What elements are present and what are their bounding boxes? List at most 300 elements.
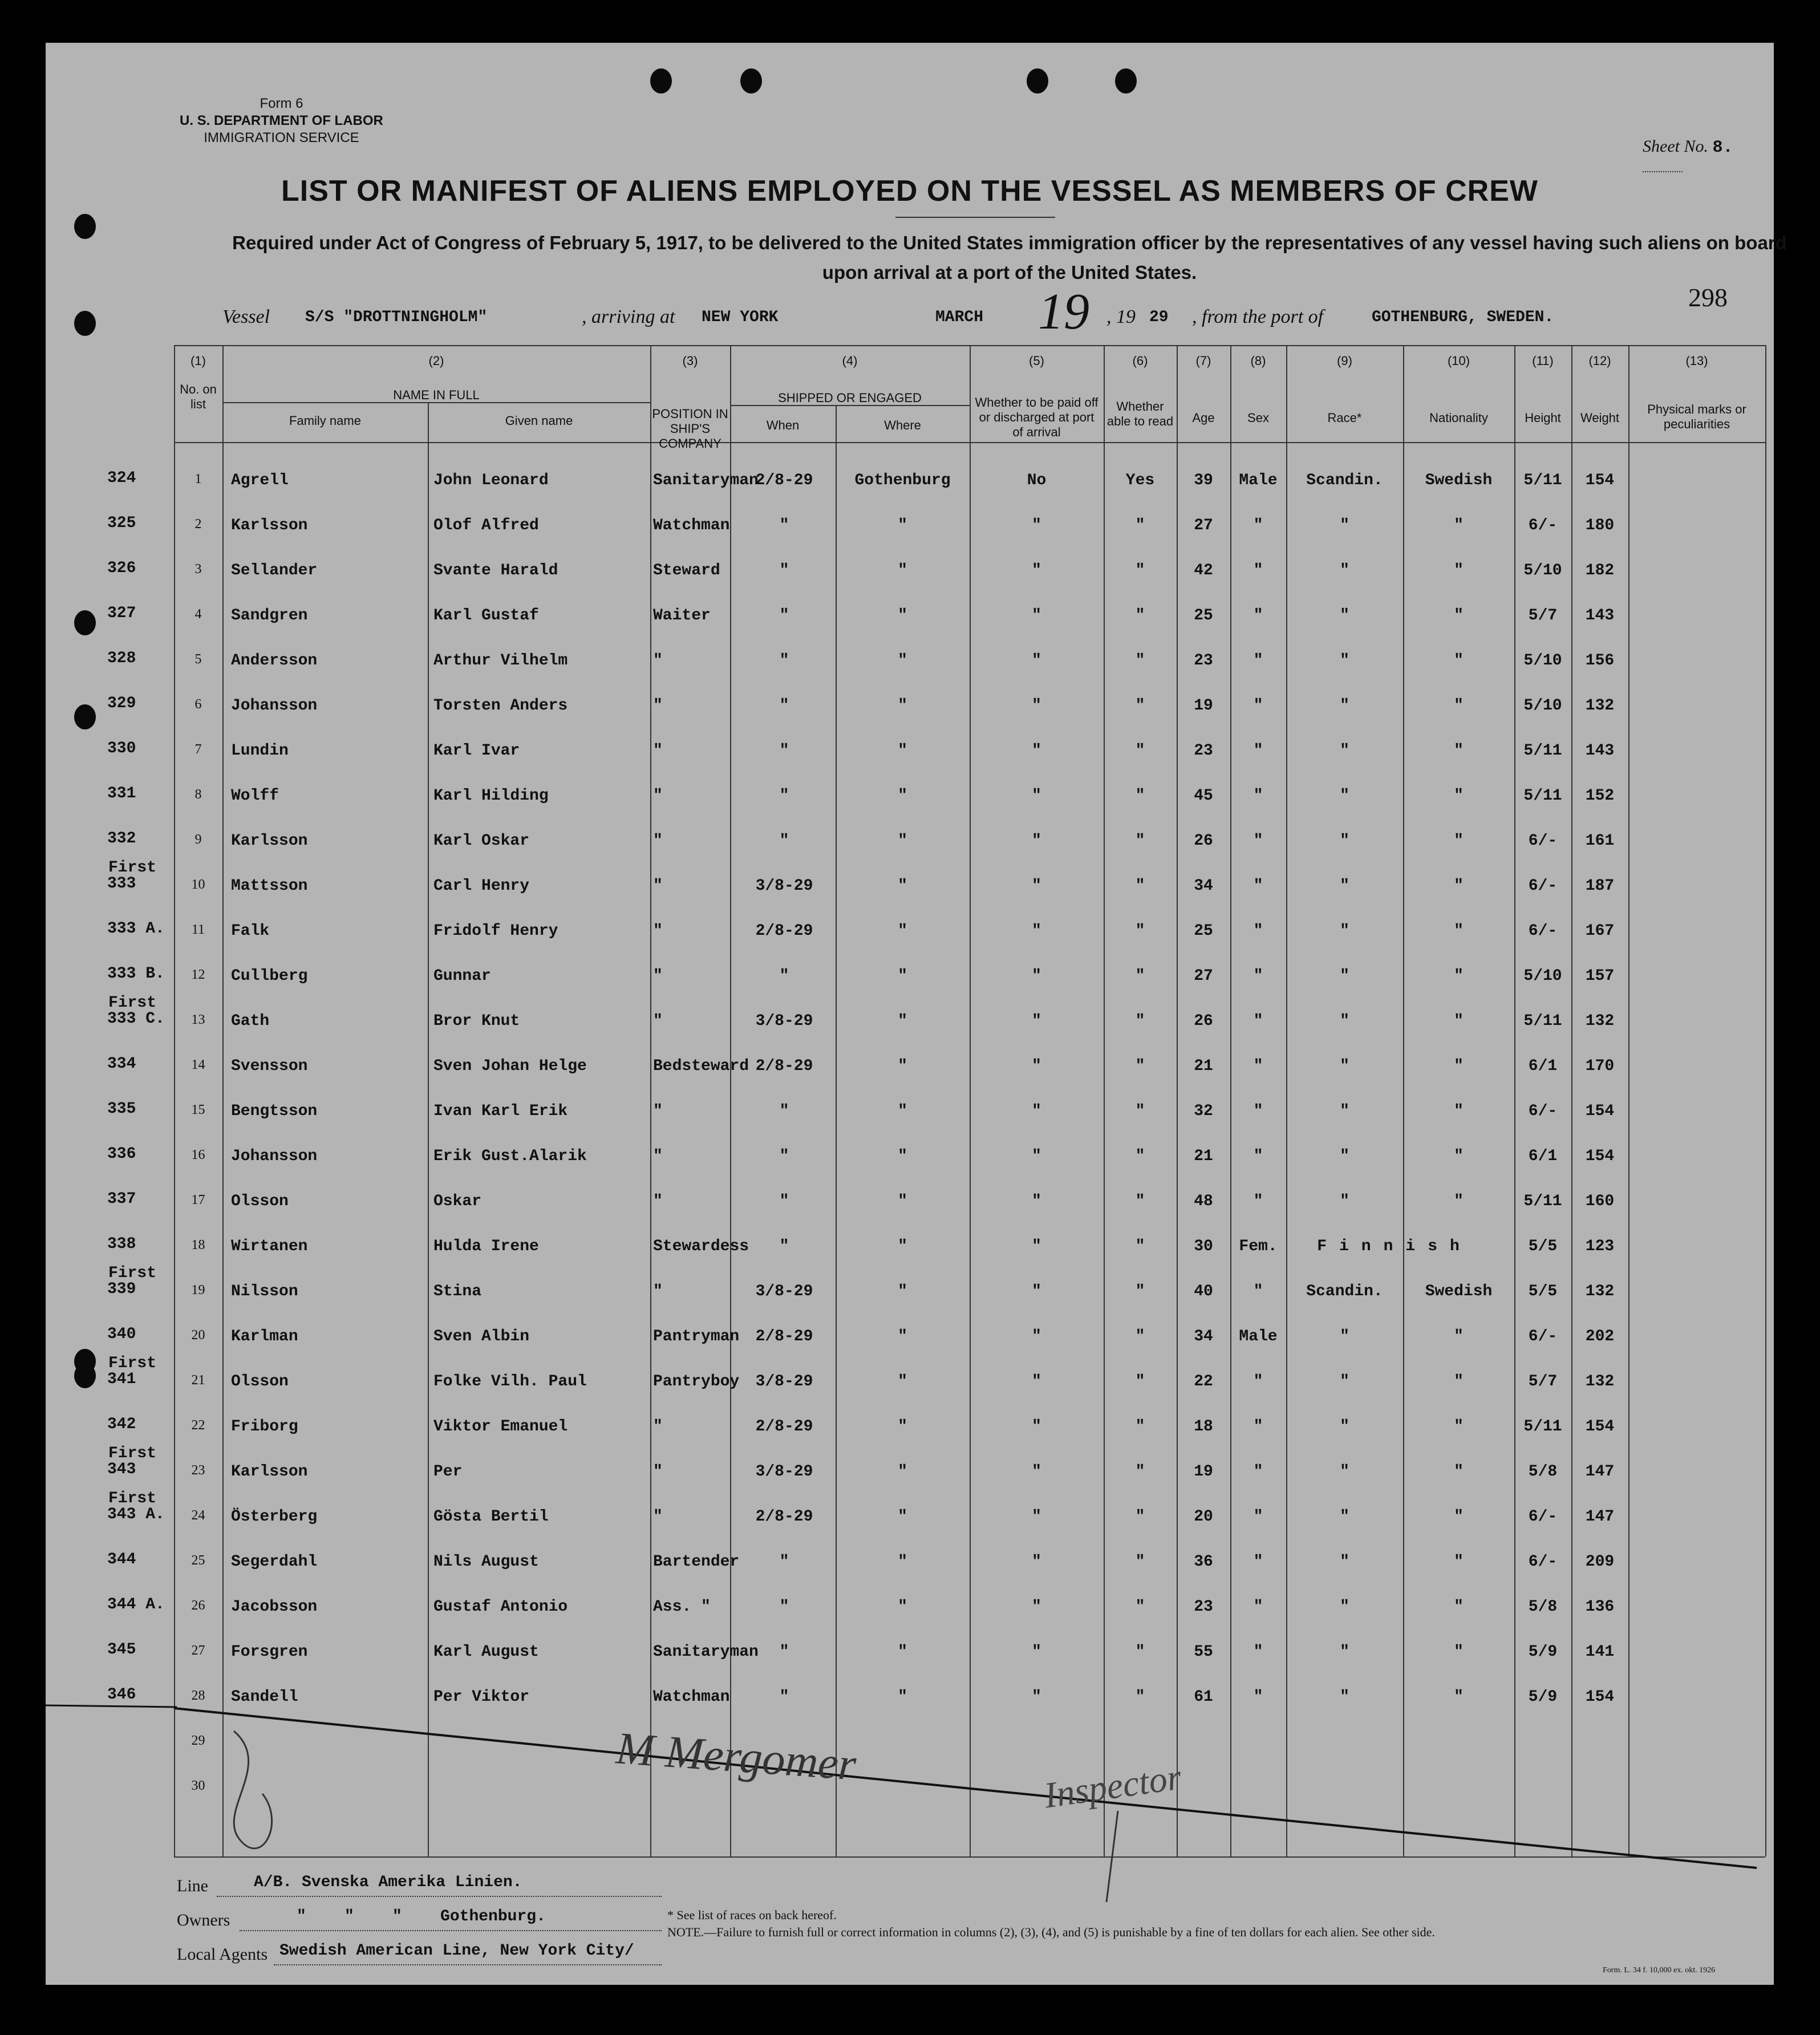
- nationality: ": [1454, 877, 1464, 895]
- manifest-page: [46, 43, 1787, 1985]
- race: ": [1340, 607, 1349, 625]
- shipped-when: ": [779, 967, 789, 985]
- age: 34: [1194, 877, 1213, 895]
- paid-off: ": [1032, 1193, 1041, 1210]
- shipped-when: 2/8-29: [755, 1508, 813, 1526]
- weight: 154: [1585, 1688, 1615, 1706]
- margin-manifest-number: 328: [107, 650, 136, 667]
- sex: ": [1253, 1193, 1263, 1210]
- agents-value: Swedish American Line, New York City/: [279, 1942, 634, 1960]
- height: 5/9: [1528, 1643, 1558, 1661]
- shipped-when: ": [779, 652, 789, 670]
- sex: ": [1253, 832, 1263, 850]
- height: 6/-: [1528, 1102, 1558, 1120]
- position: Pantryboy: [653, 1373, 740, 1391]
- margin-first-note: First: [108, 859, 157, 877]
- row-number: 15: [191, 1102, 205, 1117]
- sex: ": [1253, 1508, 1263, 1526]
- given-name: Sven Johan Helge: [433, 1057, 587, 1075]
- shipped-where: ": [898, 1373, 907, 1391]
- col-num-11: (11): [1532, 354, 1554, 368]
- given-name: Bror Knut: [433, 1012, 520, 1030]
- shipped-where: ": [898, 1598, 907, 1616]
- paid-off: ": [1032, 1553, 1041, 1571]
- able-to-read: ": [1135, 562, 1145, 579]
- paid-off: ": [1032, 1373, 1041, 1391]
- race: ": [1340, 1418, 1349, 1436]
- weight: 157: [1585, 967, 1615, 985]
- nationality: ": [1454, 832, 1464, 850]
- col-num-8: (8): [1250, 354, 1266, 368]
- sex: ": [1253, 967, 1263, 985]
- family-name: Forsgren: [231, 1643, 308, 1661]
- sex: ": [1253, 1283, 1263, 1300]
- sex: ": [1253, 1148, 1263, 1165]
- weight: 156: [1585, 652, 1615, 670]
- age: 34: [1194, 1328, 1213, 1345]
- departure-port: GOTHENBURG, SWEDEN.: [1372, 309, 1554, 326]
- col-num-5: (5): [1029, 354, 1044, 368]
- sex: ": [1253, 1057, 1263, 1075]
- given-name: Karl August: [433, 1643, 539, 1661]
- paid-off: ": [1032, 697, 1041, 715]
- row-number: 13: [191, 1012, 205, 1027]
- vessel-label: Vessel: [222, 306, 270, 327]
- sheet-label: Sheet No.: [1643, 137, 1708, 156]
- paid-off: ": [1032, 517, 1041, 534]
- nationality: ": [1454, 1688, 1464, 1706]
- given-name: Ivan Karl Erik: [433, 1102, 568, 1120]
- height: 5/10: [1523, 562, 1562, 579]
- margin-first-note: First: [108, 1264, 157, 1282]
- family-name: Olsson: [231, 1193, 289, 1210]
- height: 6/-: [1528, 832, 1558, 850]
- paid-off: No: [1027, 472, 1047, 489]
- able-to-read: Yes: [1125, 472, 1155, 489]
- nationality: ": [1454, 1553, 1464, 1571]
- family-name: Österberg: [231, 1508, 318, 1526]
- row-number: 3: [194, 562, 202, 577]
- weight: 154: [1585, 1418, 1615, 1436]
- from-port-label: , from the port of: [1192, 306, 1324, 327]
- margin-manifest-number: 343 A.: [107, 1506, 165, 1523]
- race: ": [1340, 1688, 1349, 1706]
- margin-manifest-number: 345: [107, 1641, 136, 1659]
- col-header-given-name: Given name: [505, 414, 573, 428]
- family-name: Johansson: [231, 1148, 318, 1165]
- sheet-value: 8.: [1712, 138, 1733, 157]
- sex: ": [1253, 1643, 1263, 1661]
- margin-manifest-number: 335: [107, 1100, 136, 1118]
- shipped-when: ": [779, 1148, 789, 1165]
- race: ": [1340, 652, 1349, 670]
- paid-off: ": [1032, 1328, 1041, 1345]
- height: 5/5: [1528, 1238, 1558, 1255]
- family-name: Sandgren: [231, 607, 308, 625]
- arriving-label: , arriving at: [582, 306, 675, 327]
- race: ": [1340, 562, 1349, 579]
- position: ": [653, 1102, 663, 1120]
- weight: 170: [1585, 1057, 1615, 1075]
- position: Watchman: [653, 517, 730, 534]
- nationality: Swedish: [1425, 472, 1493, 489]
- page-number: 298: [1688, 283, 1728, 312]
- able-to-read: ": [1135, 1328, 1145, 1345]
- age: 42: [1194, 562, 1213, 579]
- weight: 154: [1585, 1102, 1615, 1120]
- department-name: U. S. DEPARTMENT OF LABOR: [180, 113, 383, 128]
- margin-manifest-number: 334: [107, 1055, 136, 1073]
- shipped-when: ": [779, 1238, 789, 1255]
- family-name: Sellander: [231, 562, 318, 579]
- col-header-where: Where: [884, 418, 921, 432]
- age: 18: [1194, 1418, 1213, 1436]
- height: 5/5: [1528, 1283, 1558, 1300]
- col-num-1: (1): [190, 354, 206, 368]
- position: ": [653, 1148, 663, 1165]
- race: ": [1340, 1373, 1349, 1391]
- inspector-title: Inspector: [1041, 1756, 1184, 1816]
- row-number: 4: [194, 607, 202, 622]
- sex: Male: [1239, 472, 1278, 489]
- row-number: 16: [191, 1148, 205, 1162]
- position: Bartender: [653, 1553, 740, 1571]
- margin-manifest-number: 341: [107, 1371, 136, 1388]
- nationality: ": [1454, 1148, 1464, 1165]
- agents-label: Local Agents: [177, 1945, 268, 1964]
- owners-label: Owners: [177, 1911, 230, 1929]
- shipped-where: ": [898, 1688, 907, 1706]
- family-name: Svensson: [231, 1057, 308, 1075]
- family-name: Gath: [231, 1012, 270, 1030]
- position: ": [653, 1463, 663, 1481]
- col-header-family-name: Family name: [289, 414, 361, 428]
- family-name: Karlsson: [231, 517, 308, 534]
- race: ": [1340, 922, 1349, 940]
- col-num-13: (13): [1685, 354, 1708, 368]
- position: Stewardess: [653, 1238, 749, 1255]
- shipped-where: ": [898, 1283, 907, 1300]
- height: 5/7: [1528, 1373, 1558, 1391]
- weight: 187: [1585, 877, 1615, 895]
- nationality: ": [1454, 652, 1464, 670]
- given-name: Folke Vilh. Paul: [433, 1373, 587, 1391]
- race: ": [1340, 1102, 1349, 1120]
- row-number: 10: [191, 877, 205, 892]
- weight: 123: [1585, 1238, 1615, 1255]
- sex: ": [1253, 652, 1263, 670]
- family-name: Cullberg: [231, 967, 308, 985]
- row-number: 17: [191, 1193, 205, 1207]
- col-header-sex: Sex: [1247, 411, 1269, 425]
- shipped-when: ": [779, 742, 789, 760]
- margin-manifest-number: 333 C.: [107, 1010, 165, 1028]
- shipped-where: ": [898, 697, 907, 715]
- weight: 154: [1585, 1148, 1615, 1165]
- position: ": [653, 787, 663, 805]
- margin-first-note: First: [108, 1490, 157, 1507]
- shipped-when: ": [779, 607, 789, 625]
- weight: 209: [1585, 1553, 1615, 1571]
- paid-off: ": [1032, 787, 1041, 805]
- shipped-where: ": [898, 832, 907, 850]
- position: Pantryman: [653, 1328, 740, 1345]
- row-number: 2: [194, 517, 202, 532]
- family-name: Jacobsson: [231, 1598, 318, 1616]
- position: ": [653, 832, 663, 850]
- paid-off: ": [1032, 1418, 1041, 1436]
- family-name: Bengtsson: [231, 1102, 318, 1120]
- col-header-age: Age: [1192, 411, 1215, 425]
- able-to-read: ": [1135, 1238, 1145, 1255]
- weight: 152: [1585, 787, 1615, 805]
- given-name: Karl Oskar: [433, 832, 530, 850]
- shipped-where: ": [898, 742, 907, 760]
- year-prefix: , 19: [1106, 306, 1136, 327]
- col-header-height: Height: [1525, 411, 1561, 425]
- family-name: Friborg: [231, 1418, 298, 1436]
- height: 5/10: [1523, 652, 1562, 670]
- paid-off: ": [1032, 1463, 1041, 1481]
- given-name: Viktor Emanuel: [433, 1418, 568, 1436]
- margin-manifest-number: 342: [107, 1416, 136, 1433]
- margin-manifest-number: 325: [107, 514, 136, 532]
- margin-manifest-number: 327: [107, 605, 136, 622]
- position: Bedsteward: [653, 1057, 749, 1075]
- row-number: 9: [194, 832, 202, 847]
- shipped-where: Gothenburg: [854, 472, 951, 489]
- shipped-when: 2/8-29: [755, 472, 813, 489]
- family-name: Karlsson: [231, 1463, 308, 1481]
- family-name: Falk: [231, 922, 270, 940]
- nationality: ": [1454, 697, 1464, 715]
- margin-manifest-number: 346: [107, 1686, 136, 1704]
- sex: ": [1253, 697, 1263, 715]
- row-number: 18: [191, 1238, 205, 1252]
- given-name: Per Viktor: [433, 1688, 530, 1706]
- able-to-read: ": [1135, 1148, 1145, 1165]
- age: 19: [1194, 697, 1213, 715]
- age: 27: [1194, 517, 1213, 534]
- weight: 132: [1585, 1012, 1615, 1030]
- shipped-when: ": [779, 1598, 789, 1616]
- sex: ": [1253, 1373, 1263, 1391]
- given-name: Erik Gust.Alarik: [433, 1148, 587, 1165]
- height: 6/-: [1528, 517, 1558, 534]
- margin-first-note: First: [108, 1355, 157, 1372]
- race: ": [1340, 832, 1349, 850]
- shipped-when: ": [779, 1643, 789, 1661]
- height: 6/-: [1528, 877, 1558, 895]
- shipped-where: ": [898, 1553, 907, 1571]
- age: 26: [1194, 832, 1213, 850]
- able-to-read: ": [1135, 1102, 1145, 1120]
- shipped-where: ": [898, 922, 907, 940]
- family-name: Andersson: [231, 652, 318, 670]
- margin-manifest-number: 339: [107, 1280, 136, 1298]
- col-num-3: (3): [682, 354, 698, 368]
- margin-manifest-number: 333 A.: [107, 920, 165, 938]
- sex: Male: [1239, 1328, 1278, 1345]
- margin-manifest-number: 333: [107, 875, 136, 893]
- row-number: 20: [191, 1328, 205, 1343]
- position: ": [653, 967, 663, 985]
- shipped-when: 3/8-29: [755, 877, 813, 895]
- shipped-where: ": [898, 1643, 907, 1661]
- nationality: ": [1454, 1193, 1464, 1210]
- margin-manifest-number: 326: [107, 560, 136, 577]
- age: 25: [1194, 922, 1213, 940]
- shipped-where: ": [898, 1012, 907, 1030]
- paid-off: ": [1032, 1283, 1041, 1300]
- margin-manifest-number: 330: [107, 740, 136, 757]
- paid-off: ": [1032, 1598, 1041, 1616]
- sex: ": [1253, 787, 1263, 805]
- age: 23: [1194, 652, 1213, 670]
- race: ": [1340, 1057, 1349, 1075]
- family-name: Sandell: [231, 1688, 298, 1706]
- height: 6/-: [1528, 1328, 1558, 1345]
- able-to-read: ": [1135, 1283, 1145, 1300]
- col-header-position: POSITION IN SHIP'S COMPANY: [652, 407, 728, 451]
- position: Waiter: [653, 607, 711, 625]
- age: 55: [1194, 1643, 1213, 1661]
- shipped-where: ": [898, 787, 907, 805]
- nationality: ": [1454, 922, 1464, 940]
- shipped-when: 2/8-29: [755, 1328, 813, 1345]
- shipped-where: ": [898, 1057, 907, 1075]
- sex: ": [1253, 877, 1263, 895]
- race: Scandin.: [1306, 1283, 1383, 1300]
- height: 5/11: [1523, 1012, 1562, 1030]
- age: 19: [1194, 1463, 1213, 1481]
- race: ": [1340, 1553, 1349, 1571]
- shipped-where: ": [898, 967, 907, 985]
- col-num-2: (2): [428, 354, 444, 368]
- shipped-where: ": [898, 1102, 907, 1120]
- age: 36: [1194, 1553, 1213, 1571]
- able-to-read: ": [1135, 517, 1145, 534]
- row-number: 25: [191, 1553, 205, 1568]
- shipped-when: ": [779, 1553, 789, 1571]
- shipped-where: ": [898, 1508, 907, 1526]
- nationality: ": [1454, 1012, 1464, 1030]
- family-name: Karlman: [231, 1328, 298, 1345]
- given-name: Fridolf Henry: [433, 922, 558, 940]
- paid-off: ": [1032, 1688, 1041, 1706]
- sex: ": [1253, 1598, 1263, 1616]
- race: ": [1340, 877, 1349, 895]
- shipped-when: 3/8-29: [755, 1463, 813, 1481]
- able-to-read: ": [1135, 1193, 1145, 1210]
- inspector-signature: M Mergomer: [614, 1723, 858, 1790]
- race: ": [1340, 1598, 1349, 1616]
- shipped-where: ": [898, 1463, 907, 1481]
- height: 5/11: [1523, 472, 1562, 489]
- height: 5/11: [1523, 787, 1562, 805]
- col-header-when: When: [766, 418, 800, 432]
- position: Steward: [653, 562, 720, 579]
- nationality: ": [1454, 1643, 1464, 1661]
- paid-off: ": [1032, 922, 1041, 940]
- race: Finnish: [1317, 1238, 1472, 1255]
- position: Sanitaryman: [653, 1643, 759, 1661]
- margin-manifest-number: 324: [107, 469, 136, 487]
- age: 21: [1194, 1148, 1213, 1165]
- weight: 154: [1585, 472, 1615, 489]
- col-num-7: (7): [1195, 354, 1211, 368]
- height: 5/10: [1523, 967, 1562, 985]
- position: Ass. ": [653, 1598, 711, 1616]
- shipped-where: ": [898, 652, 907, 670]
- shipped-when: 3/8-29: [755, 1373, 813, 1391]
- weight: 202: [1585, 1328, 1615, 1345]
- able-to-read: ": [1135, 1373, 1145, 1391]
- form-number: Form 6: [260, 96, 303, 111]
- nationality: ": [1454, 562, 1464, 579]
- able-to-read: ": [1135, 1508, 1145, 1526]
- sex: ": [1253, 1418, 1263, 1436]
- family-name: Wolff: [231, 787, 279, 805]
- able-to-read: ": [1135, 1688, 1145, 1706]
- race: ": [1340, 1643, 1349, 1661]
- able-to-read: ": [1135, 1598, 1145, 1616]
- given-name: Gösta Bertil: [433, 1508, 549, 1526]
- row-number: 23: [191, 1463, 205, 1478]
- position: Sanitaryman: [653, 472, 759, 489]
- nationality: ": [1454, 1418, 1464, 1436]
- paid-off: ": [1032, 742, 1041, 760]
- sex: ": [1253, 1012, 1263, 1030]
- given-name: Karl Hilding: [433, 787, 549, 805]
- height: 5/11: [1523, 1193, 1562, 1210]
- paid-off: ": [1032, 1508, 1041, 1526]
- able-to-read: ": [1135, 832, 1145, 850]
- height: 6/-: [1528, 922, 1558, 940]
- shipped-where: ": [898, 1328, 907, 1345]
- paid-off: ": [1032, 1643, 1041, 1661]
- row-number: 19: [191, 1283, 205, 1298]
- family-name: Segerdahl: [231, 1553, 318, 1571]
- able-to-read: ": [1135, 1463, 1145, 1481]
- given-name: Stina: [433, 1283, 482, 1300]
- given-name: Gunnar: [433, 967, 491, 985]
- weight: 160: [1585, 1193, 1615, 1210]
- family-name: Mattsson: [231, 877, 308, 895]
- family-name: Lundin: [231, 742, 289, 760]
- able-to-read: ": [1135, 1418, 1145, 1436]
- nationality: ": [1454, 1057, 1464, 1075]
- line-value: A/B. Svenska Amerika Linien.: [254, 1874, 522, 1891]
- nationality: ": [1454, 967, 1464, 985]
- paid-off: ": [1032, 1148, 1041, 1165]
- paid-off: ": [1032, 562, 1041, 579]
- shipped-when: ": [779, 787, 789, 805]
- margin-manifest-number: 331: [107, 785, 136, 802]
- height: 6/1: [1528, 1148, 1558, 1165]
- col-header-no-on-list: No. on list: [180, 382, 217, 411]
- race: ": [1340, 967, 1349, 985]
- nationality: ": [1454, 517, 1464, 534]
- arrival-month: MARCH: [935, 309, 984, 326]
- able-to-read: ": [1135, 787, 1145, 805]
- margin-manifest-number: 343: [107, 1461, 136, 1478]
- race: ": [1340, 787, 1349, 805]
- nationality: ": [1454, 787, 1464, 805]
- row-number: 12: [191, 967, 205, 982]
- given-name: Karl Gustaf: [433, 607, 539, 625]
- row-number: 6: [194, 697, 202, 712]
